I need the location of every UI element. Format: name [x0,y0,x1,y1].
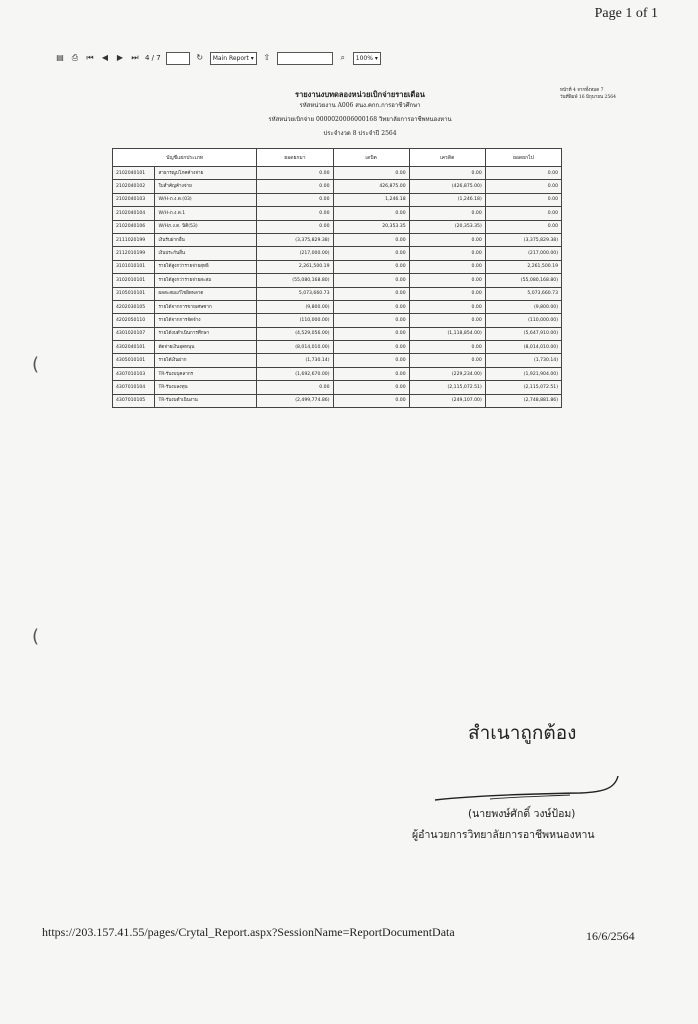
prev-page-icon[interactable]: ◀ [101,53,109,62]
account-name: TR-รับงบบุคลากร [155,367,257,380]
find-input[interactable] [277,52,333,65]
table-row [113,314,562,327]
find-icon[interactable]: ⌕ [340,53,345,62]
signer-title: ผู้อำนวยการวิทยาลัยการอาชีพหนองหาน [412,829,595,841]
account-code: 2111020199 [113,233,155,246]
footer-url: https://203.157.41.55/pages/Crytal_Report.aspx?SessionName=ReportDocumentData [42,925,455,939]
credit-value: 0.00 [409,354,485,367]
carried-forward-value: 0.00 [485,167,561,180]
brought-forward-value: (110,000.00) [257,314,333,327]
brought-forward-value: 0.00 [257,381,333,394]
debit-value: 20,353.35 [333,220,409,233]
account-name: รายได้เงินฝาก [155,354,257,367]
brought-forward-value: 2,261,500.19 [257,260,333,273]
brought-forward-value: (217,000.00) [257,247,333,260]
credit-value: (426,875.00) [409,180,485,193]
brought-forward-value: 0.00 [257,180,333,193]
col-carried-forward: ยอดยกไป [485,149,561,167]
account-code: 2102040103 [113,193,155,206]
carried-forward-value: (5,647,910.00) [485,327,561,340]
table-row [113,207,562,220]
brought-forward-value: 0.00 [257,167,333,180]
account-code: 3105010101 [113,287,155,300]
credit-value: 0.00 [409,167,485,180]
account-name: ใบสำคัญค้างจ่าย [155,180,257,193]
debit-value: 0.00 [333,341,409,354]
brought-forward-value: (9,800.00) [257,300,333,313]
debit-value: 1,246.18 [333,193,409,206]
credit-value: 0.00 [409,314,485,327]
carried-forward-value: 0.00 [485,193,561,206]
credit-value: 0.00 [409,233,485,246]
carried-forward-value: 2,261,500.19 [485,260,561,273]
print-icon[interactable]: ⎙ [71,53,79,62]
carried-forward-value: (9,800.00) [485,300,561,313]
table-row [113,327,562,340]
goto-page-input[interactable] [166,52,190,65]
credit-value: 0.00 [409,274,485,287]
table-row [113,394,562,407]
goto-page-icon[interactable]: ↻ [196,53,204,62]
debit-value: 0.00 [333,394,409,407]
carried-forward-value: 0.00 [485,180,561,193]
carried-forward-value: 0.00 [485,207,561,220]
group-tree-icon[interactable]: ⇧ [263,53,271,62]
brought-forward-value: 0.00 [257,220,333,233]
credit-value: (1,118,854.00) [409,327,485,340]
debit-value: 0.00 [333,327,409,340]
account-code: 4307010105 [113,394,155,407]
account-name: W/H-ภ.ง.ด.1 [155,207,257,220]
col-credit: เครดิต [409,149,485,167]
table-row [113,274,562,287]
credit-value: 0.00 [409,247,485,260]
carried-forward-value: (2,115,072.51) [485,381,561,394]
carried-forward-value: (3,375,829.38) [485,233,561,246]
account-name: เงินรับฝากอื่น [155,233,257,246]
table-row [113,180,562,193]
brought-forward-value: (1,730.14) [257,354,333,367]
credit-value: (2,115,072.51) [409,381,485,394]
account-code: 4202050110 [113,314,155,327]
account-code: 3102010101 [113,274,155,287]
brought-forward-value: (4,529,056.00) [257,327,333,340]
debit-value: 0.00 [333,274,409,287]
debit-value: 0.00 [333,260,409,273]
credit-value: 0.00 [409,287,485,300]
disbursement-unit: รหัสหน่วยเบิกจ่าย 0000020006000168 วิทยาลัยการอาชีพหนองหาน [268,116,452,123]
certified-copy-text: สำเนาถูกต้อง [468,722,577,744]
table-row [113,167,562,180]
signer-name: (นายพงษ์ศักดิ์ วงษ์ป้อม) [468,808,576,820]
credit-value: 0.00 [409,260,485,273]
account-code: 4302040101 [113,341,155,354]
debit-value: 0.00 [333,287,409,300]
account-code: 2102040104 [113,207,155,220]
trial-balance-table [112,148,562,408]
account-name: W/H-ภ.ง.ด.(03) [155,193,257,206]
credit-value: 0.00 [409,341,485,354]
table-row [113,260,562,273]
binder-mark: ( [32,354,40,375]
binder-mark: ( [32,626,40,647]
account-name: W/Hภ.ง.ด. นิติ(53) [155,220,257,233]
table-row [113,354,562,367]
account-code: 2102040106 [113,220,155,233]
account-name: รายได้จากการจัดจ้าง [155,314,257,327]
account-code: 2112010199 [113,247,155,260]
first-page-icon[interactable]: ⏮ [86,53,94,62]
debit-value: 426,875.00 [333,180,409,193]
account-code: 4301020107 [113,327,155,340]
account-name: ตัดจ่ายเงินอุดหนุน [155,341,257,354]
page-counter: 4 / 7 [145,54,161,62]
table-body [113,167,562,408]
table-row [113,341,562,354]
carried-forward-value: (8,014,010.00) [485,341,561,354]
table-row [113,220,562,233]
account-name: สาธารณูปโภคค้างจ่าย [155,167,257,180]
credit-value: 0.00 [409,300,485,313]
table-row [113,193,562,206]
zoom-select[interactable]: 100% ▾ [353,52,381,65]
next-page-icon[interactable]: ▶ [116,53,124,62]
last-page-icon[interactable]: ⏭ [131,53,139,62]
export-icon[interactable]: ▤ [56,53,64,62]
carried-forward-value: (1,921,904.00) [485,367,561,380]
carried-forward-value: 0.00 [485,220,561,233]
credit-value: (229,234.00) [409,367,485,380]
debit-value: 0.00 [333,367,409,380]
carried-forward-value: 5,073,660.73 [485,287,561,300]
account-code: 3101010101 [113,260,155,273]
brought-forward-value: (8,014,010.00) [257,341,333,354]
table-header-row [113,149,562,167]
debit-value: 0.00 [333,207,409,220]
account-code: 2102040102 [113,180,155,193]
carried-forward-value: (55,080,168.80) [485,274,561,287]
account-name: รายได้สูงกว่ารายจ่ายสะสม [155,274,257,287]
debit-value: 0.00 [333,354,409,367]
view-select[interactable]: Main Report ▾ [210,52,257,65]
account-name: TR-รับงบลงทุน [155,381,257,394]
signature [430,766,630,806]
carried-forward-value: (217,000.00) [485,247,561,260]
account-name: รายได้งบดำเนินการศึกษา [155,327,257,340]
brought-forward-value: 5,073,660.73 [257,287,333,300]
debit-value: 0.00 [333,314,409,327]
debit-value: 0.00 [333,167,409,180]
account-name: TR-รับงบดำเนินงาน [155,394,257,407]
page-info-pages: หน้าที่ 4 จากทั้งหมด 7 [560,88,604,93]
table-row [113,247,562,260]
page-label: Page 1 of 1 [594,6,658,21]
brought-forward-value: 0.00 [257,207,333,220]
carried-forward-value: (110,000.00) [485,314,561,327]
brought-forward-value: 0.00 [257,193,333,206]
col-debit: เดบิต [333,149,409,167]
account-code: 2102040101 [113,167,155,180]
table-row [113,233,562,246]
period: ประจำงวด 8 ประจำปี 2564 [323,130,397,137]
account-code: 4305010101 [113,354,155,367]
table-row [113,287,562,300]
col-brought-forward: ยอดยกมา [257,149,333,167]
page-info-date: วันที่พิมพ์ 16 มิถุนายน 2564 [560,95,616,100]
carried-forward-value: (1,730.14) [485,354,561,367]
account-name: ผลสะสมแก้ไขผิดพลาด [155,287,257,300]
account-name: เงินประกันอื่น [155,247,257,260]
debit-value: 0.00 [333,233,409,246]
col-account: บัญชีแยกประเภท [113,149,257,167]
table-row [113,367,562,380]
account-code: 4307010103 [113,367,155,380]
agency-code: รหัสหน่วยงาน A006 สนง.คกก.การอาชีวศึกษา [299,102,421,109]
brought-forward-value: (55,080,168.80) [257,274,333,287]
credit-value: 0.00 [409,207,485,220]
brought-forward-value: (3,375,829.38) [257,233,333,246]
debit-value: 0.00 [333,247,409,260]
footer-date: 16/6/2564 [586,929,635,943]
account-name: รายได้สูงกว่ารายจ่ายสุทธิ [155,260,257,273]
account-name: รายได้จากการขายเศษซาก [155,300,257,313]
brought-forward-value: (1,692,670.00) [257,367,333,380]
page-info [560,87,660,101]
debit-value: 0.00 [333,381,409,394]
table-row [113,381,562,394]
credit-value: (1,246.18) [409,193,485,206]
report-title: รายงานงบทดลองหน่วยเบิกจ่ายรายเดือน [295,90,425,99]
carried-forward-value: (2,748,881.86) [485,394,561,407]
report-toolbar [55,49,381,67]
brought-forward-value: (2,499,774.86) [257,394,333,407]
credit-value: (20,353.35) [409,220,485,233]
credit-value: (249,107.00) [409,394,485,407]
debit-value: 0.00 [333,300,409,313]
table-row [113,300,562,313]
account-code: 4202030105 [113,300,155,313]
account-code: 4307010104 [113,381,155,394]
